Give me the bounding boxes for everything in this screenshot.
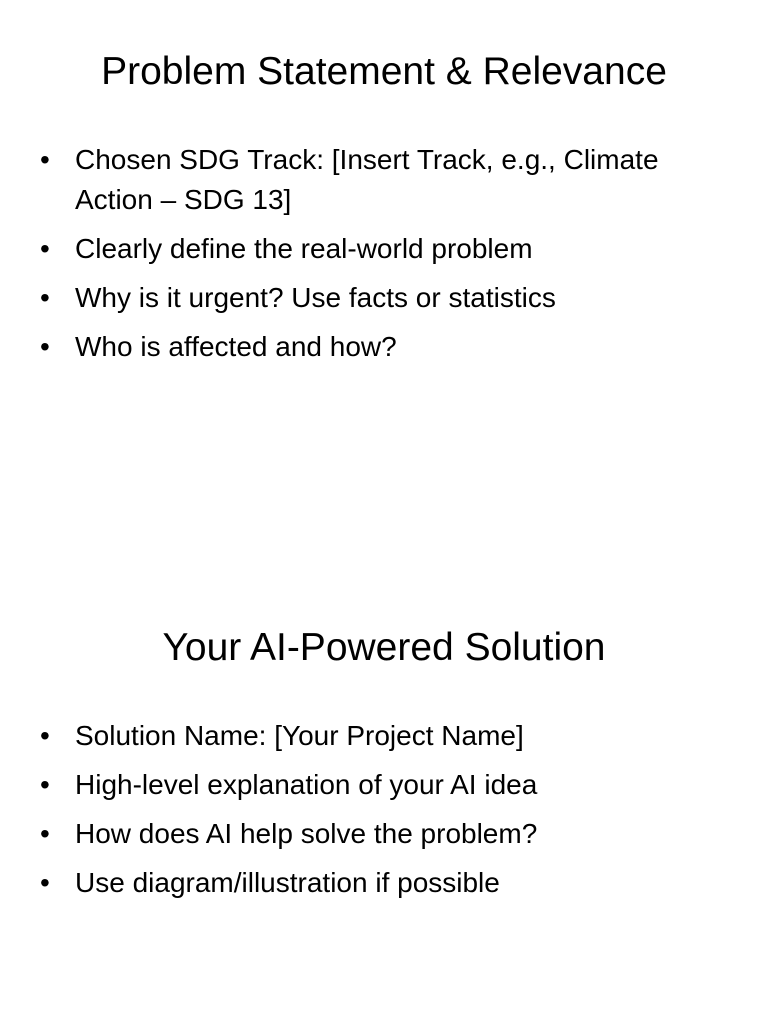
bullet-dot-icon: • [40,331,50,362]
bullet-dot-icon: • [40,233,50,264]
slide-ai-solution [0,512,768,1024]
bullet-text: Clearly define the real-world problem [75,233,533,264]
bullet-item [40,814,730,854]
bullet-dot-icon: • [40,769,50,800]
bullet-item [40,140,730,220]
bullet-text: High-level explanation of your AI idea [75,769,538,800]
bullet-text: How does AI help solve the problem? [75,818,538,849]
bullet-list [40,140,730,376]
bullet-text: Chosen SDG Track: [Insert Track, e.g., Climate Action – SDG 13] [75,144,659,215]
bullet-item [40,229,730,269]
bullet-text: Use diagram/illustration if possible [75,867,500,898]
bullet-item [40,327,730,367]
slide-title: Problem Statement & Relevance [101,50,667,93]
bullet-item [40,863,730,903]
bullet-item [40,278,730,318]
bullet-text: Who is affected and how? [75,331,397,362]
bullet-text: Why is it urgent? Use facts or statistics [75,282,556,313]
bullet-dot-icon: • [40,818,50,849]
bullet-dot-icon: • [40,144,50,175]
slide-title: Your AI-Powered Solution [162,626,606,669]
bullet-dot-icon: • [40,282,50,313]
bullet-item [40,716,730,756]
bullet-list [40,716,730,912]
bullet-item [40,765,730,805]
bullet-dot-icon: • [40,867,50,898]
bullet-text: Solution Name: [Your Project Name] [75,720,524,751]
bullet-dot-icon: • [40,720,50,751]
